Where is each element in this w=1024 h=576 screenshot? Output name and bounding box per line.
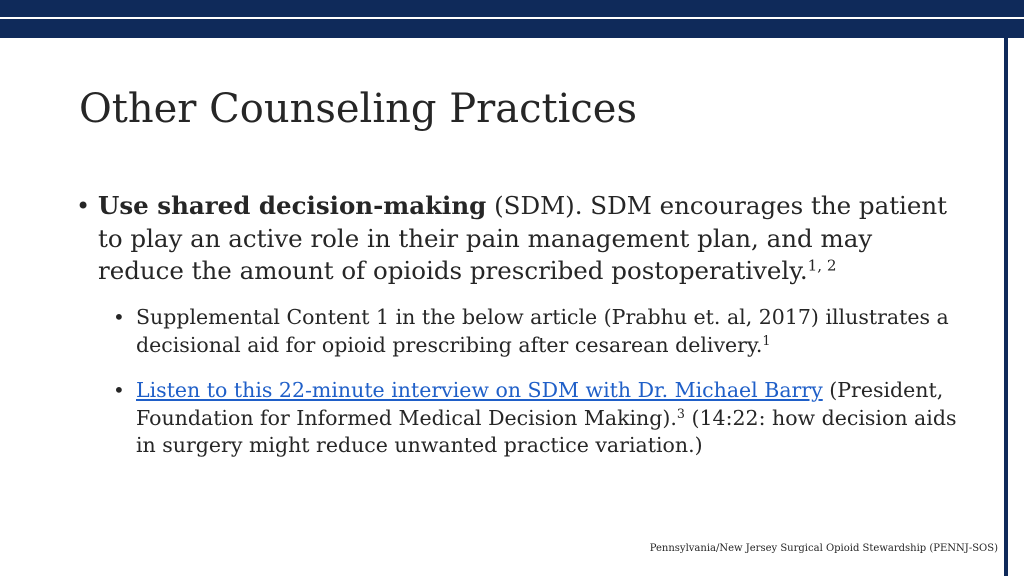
citation-superscript: 3: [676, 405, 685, 421]
interview-link[interactable]: Listen to this 22-minute interview on SDM with Dr. Michael Barry: [136, 378, 823, 402]
bullet-bold-lead: Use shared decision-making: [98, 191, 487, 220]
bullet-icon: •: [76, 192, 91, 220]
sub-bullet-interview: [113, 377, 961, 460]
sub-bullet-note: (14:22: how decision aids in surgery might reduce unwanted practice variation.): [136, 405, 957, 457]
bullet-icon: •: [113, 305, 125, 329]
sub-bullet-text: [136, 304, 961, 359]
sub-bullet-text: [136, 377, 961, 460]
sub-bullet-supplemental-content: [113, 304, 961, 359]
sub-bullet-body: (President, Foundation for Informed Medical Decision Making).: [136, 378, 944, 430]
footer-text: Pennsylvania/New Jersey Surgical Opioid Stewardship (PENNJ-SOS): [649, 543, 998, 554]
header-stripe: [0, 17, 1024, 19]
bullet-body: (SDM). SDM encourages the patient to play an active role in their pain management plan, and may reduce the amount of opioids prescribed postoperatively.: [98, 191, 948, 285]
header-band: [0, 0, 1024, 38]
sub-bullet-body: Supplemental Content 1 in the below article (Prabhu et. al, 2017) illustrates a decisional aid for opioid prescribing after cesarean delivery.: [136, 305, 949, 357]
bullet-text: [98, 190, 959, 288]
bullet-shared-decision-making: [76, 190, 959, 288]
slide-title: Other Counseling Practices: [79, 86, 637, 132]
right-accent-bar: [1004, 38, 1008, 576]
citation-superscript: 1: [762, 332, 771, 348]
citation-superscript: 1, 2: [807, 256, 837, 275]
bullet-icon: •: [113, 378, 125, 402]
